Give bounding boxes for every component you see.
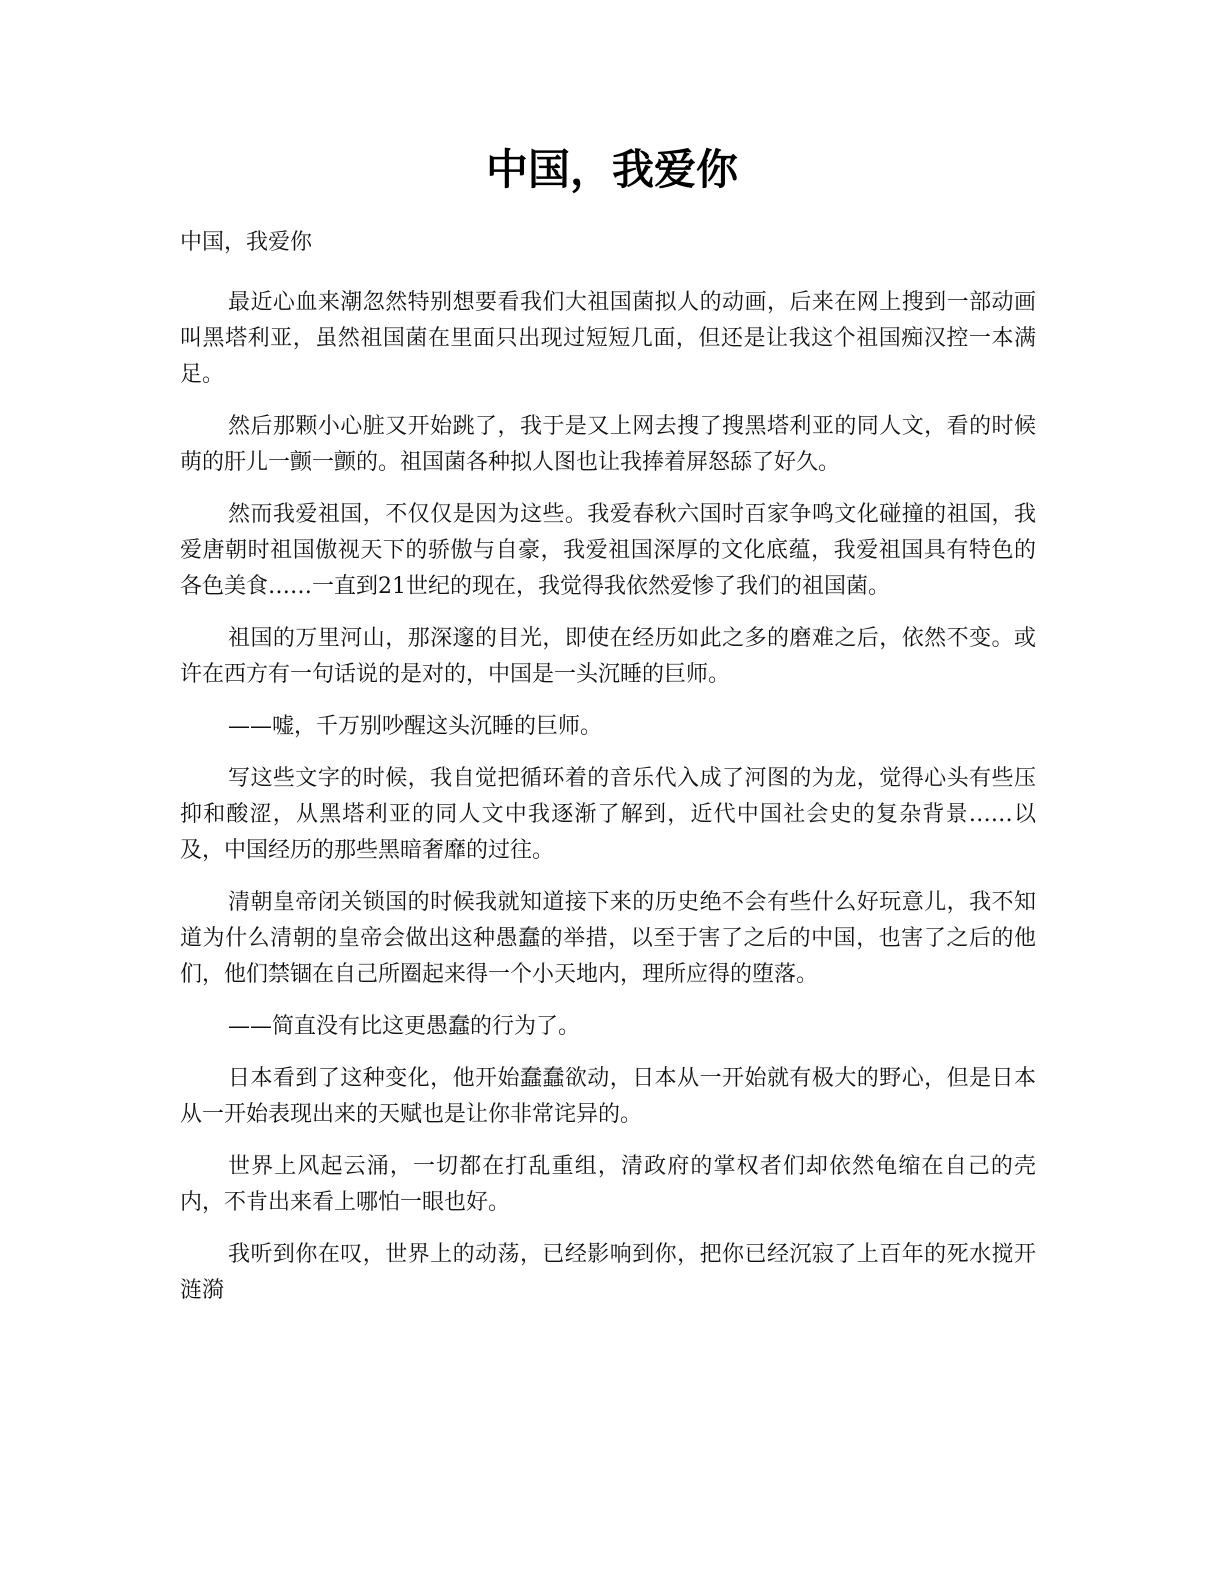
paragraph: 然后那颗小心脏又开始跳了，我于是又上网去搜了搜黑塔利亚的同人文，看的时候萌的肝儿一颤一颤的。祖国菌各种拟人图也让我捧着屏怒舔了好久。 [180,414,1036,475]
paragraph: ——嘘，千万别吵醒这头沉睡的巨师。 [228,714,603,739]
paragraph: 然而我爱祖国，不仅仅是因为这些。我爱春秋六国时百家争鸣文化碰撞的祖国，我爱唐朝时祖国傲视天下的骄傲与自豪，我爱祖国深厚的文化底蕴，我爱祖国具有特色的各色美食……一直到21世纪的现在，我觉得我依然爱惨了我们的祖国菌。 [180,502,1036,599]
paragraph: ——简直没有比这更愚蠢的行为了。 [228,1014,581,1039]
paragraph: 写这些文字的时候，我自觉把循环着的音乐代入成了河图的为龙，觉得心头有些压抑和酸涩，从黑塔利亚的同人文中我逐渐了解到，近代中国社会史的复杂背景……以及，中国经历的那些黑暗奢靡的过往。 [180,766,1036,863]
paragraph: 清朝皇帝闭关锁国的时候我就知道接下来的历史绝不会有些什么好玩意儿，我不知道为什么清朝的皇帝会做出这种愚蠢的举措，以至于害了之后的中国，也害了之后的他们，他们禁锢在自己所圈起来得一个小天地内，理所应得的堕落。 [180,890,1036,987]
paragraph: 日本看到了这种变化，他开始蠢蠢欲动，日本从一开始就有极大的野心，但是日本从一开始表现出来的天赋也是让你非常诧异的。 [180,1066,1036,1127]
paragraph: 世界上风起云涌，一切都在打乱重组，清政府的掌权者们却依然龟缩在自己的壳内，不肯出来看上哪怕一眼也好。 [180,1154,1036,1215]
paragraph: 最近心血来潮忽然特别想要看我们大祖国菌拟人的动画，后来在网上搜到一部动画叫黑塔利亚，虽然祖国菌在里面只出现过短短几面，但还是让我这个祖国痴汉控一本满足。 [180,290,1036,387]
paragraph: 我听到你在叹，世界上的动荡，已经影响到你，把你已经沉寂了上百年的死水搅开涟漪 [180,1242,1036,1303]
document-title: 中国，我爱你 [485,145,738,194]
document-body [180,225,1036,1325]
paragraph: 祖国的万里河山，那深邃的目光，即使在经历如此之多的磨难之后，依然不变。或许在西方有一句话说的是对的，中国是一头沉睡的巨师。 [180,626,1036,687]
document-subtitle: 中国，我爱你 [180,230,313,255]
